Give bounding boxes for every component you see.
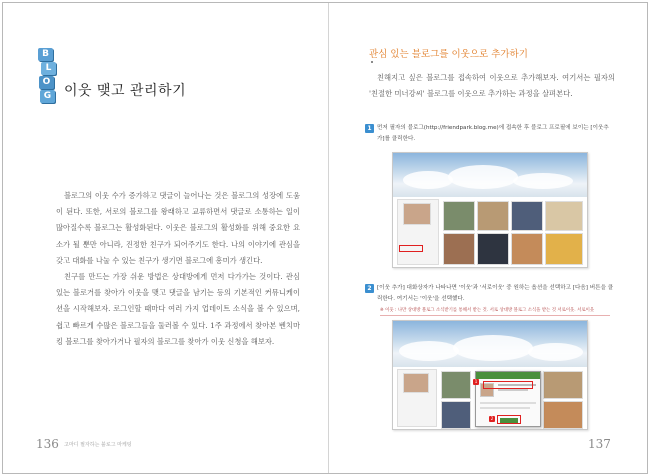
add-neighbor-highlight bbox=[399, 245, 423, 252]
profile-photo bbox=[403, 203, 431, 225]
paragraph: 친구를 만드는 가장 쉬운 방법은 상대방에게 먼저 다가가는 것이다. 관심 있는 블로거를 찾아가 이웃을 맺고 댓글을 남기는 등의 기본적인 커뮤니케이션을 시작해보자. 로그인할 때마다 여러 가지 업데이트 소식을 볼 수 있으며, 쉽고 빠르게 수많은 블로그들을 둘러볼 수 있다. 1주 과정에서 찾아본 벤치마킹 블로그를 찾아가거나 필자의 블로그를 찾아가 이웃 신청을 해보자. bbox=[56, 272, 300, 346]
blog-block-b: B bbox=[38, 48, 53, 61]
callout-mark-2: 2 bbox=[490, 416, 494, 421]
blog-letter-blocks bbox=[38, 48, 58, 104]
left-body-text bbox=[56, 188, 300, 350]
blog-header-sky bbox=[393, 321, 587, 367]
running-head: 고마디 필자하는 블로그 마케팅 bbox=[64, 442, 132, 448]
blog-block-g: G bbox=[40, 90, 55, 103]
page-number-left: 136 bbox=[36, 437, 59, 451]
paragraph: 블로그의 이웃 수가 증가하고 댓글이 늘어나는 것은 블로그의 성장에 도움이 된다. 또한, 서로의 블로그를 왕래하고 교류하면서 댓글로 소통하는 일이 많아질수록 블로그는 활성화된다. 이웃은 블로그의 활성화를 위해 중요한 요소가 될 뿐만 아니라, 진정한 친구가 되어주기도 한다. 나의 이야기에 관심을 갖고 대화를 나눌 수 있는 친구가 생기면 블로그에 흥미가 생긴다. bbox=[56, 191, 300, 265]
blog-block-l: L bbox=[41, 62, 56, 75]
blog-screenshot-2 bbox=[392, 320, 588, 430]
callout-mark-1: 1 bbox=[474, 379, 478, 384]
step-text: [이웃 추가] 대화상자가 나타나면 '이웃'과 '서로이웃' 중 원하는 옵션을 선택하고 [다음] 버튼을 클릭한다. 여기서는 '이웃'을 선택했다. bbox=[377, 285, 614, 302]
blog-screenshot-1 bbox=[392, 152, 588, 268]
title-dot bbox=[371, 61, 373, 63]
handwritten-note: ※ 이웃 : 나만 상대방 블로그 소식받기를 통해서 받는 것. 서로 상대방 블로그 소식을 받는 것 서로이웃. 서로이웃 bbox=[380, 308, 595, 313]
next-button-highlight bbox=[497, 415, 521, 424]
section-title: 관심 있는 블로그를 이웃으로 추가하기 bbox=[369, 49, 528, 60]
blog-block-o: O bbox=[39, 76, 54, 89]
step-2 bbox=[367, 283, 615, 304]
step-text: 먼저 필자의 블로그(http://friendpark.blog.me)에 접속한 후 블로그 프로필에 보이는 [이웃추가]를 클릭한다. bbox=[377, 125, 609, 142]
step-1 bbox=[367, 123, 615, 144]
step-number-badge: 1 bbox=[365, 124, 374, 133]
option-highlight bbox=[483, 381, 533, 389]
page-number-right: 137 bbox=[588, 437, 611, 451]
page-gutter bbox=[328, 3, 329, 473]
chapter-title: 이웃 맺고 관리하기 bbox=[64, 83, 187, 99]
note-underline bbox=[380, 315, 610, 316]
step-number-badge: 2 bbox=[365, 284, 374, 293]
intro-paragraph: 친해지고 싶은 블로그를 접속하여 이웃으로 추가해보자. 여기서는 필자의 '친절한 미너강씨' 블로그를 이웃으로 추가하는 과정을 살펴본다. bbox=[369, 73, 615, 98]
blog-header-sky bbox=[393, 153, 587, 197]
